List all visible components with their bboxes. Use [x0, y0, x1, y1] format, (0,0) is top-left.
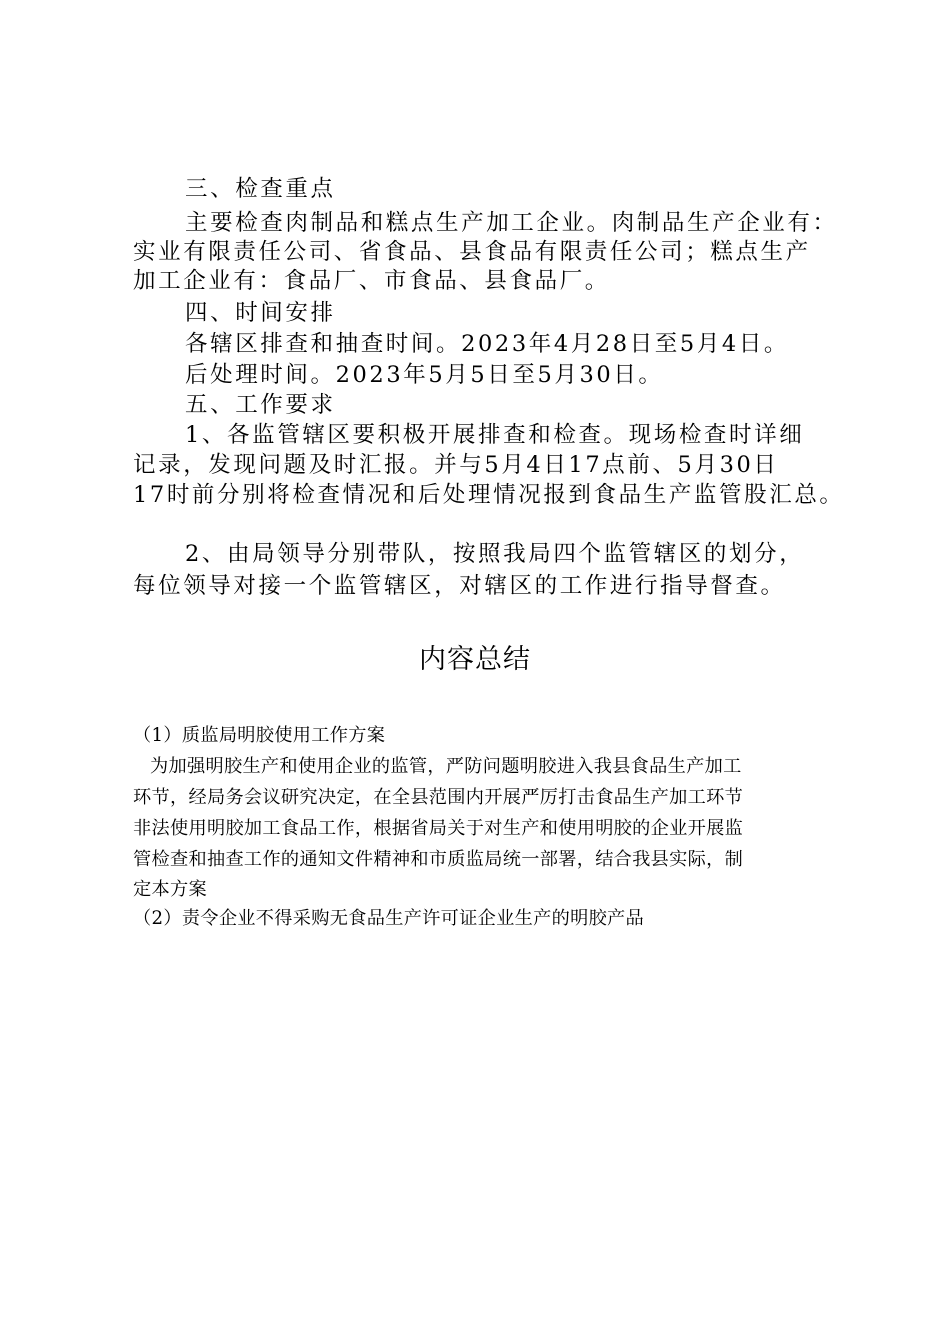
summary-paragraph-line: 环节，经局务会议研究决定，在全县范围内开展严厉打击食品生产加工环节 [133, 787, 744, 808]
summary-paragraph-line: 为加强明胶生产和使用企业的监管，严防问题明胶进入我县食品生产加工 [150, 756, 742, 777]
summary-paragraph-line: 定本方案 [133, 879, 207, 900]
summary-item-heading: （1）质监局明胶使用工作方案 [133, 725, 386, 746]
summary-item-heading: （2）责令企业不得采购无食品生产许可证企业生产的明胶产品 [133, 908, 645, 929]
body-paragraph-line: 每位领导对接一个监管辖区，对辖区的工作进行指导督查。 [133, 573, 786, 599]
summary-paragraph-line: 非法使用明胶加工食品工作，根据省局关于对生产和使用明胶的企业开展监 [133, 818, 744, 839]
body-paragraph-line: 实业有限责任公司、省食品、县食品有限责任公司；糕点生产 [133, 239, 811, 265]
body-paragraph-line: 1、各监管辖区要积极开展排查和检查。现场检查时详细 [185, 422, 805, 448]
body-paragraph-line: 主要检查肉制品和糕点生产加工企业。肉制品生产企业有： [185, 210, 838, 236]
body-paragraph-line: 记录，发现问题及时汇报。并与5月4日17点前、5月30日 [133, 452, 779, 478]
body-paragraph-line: 各辖区排查和抽查时间。2023年4月28日至5月4日。 [185, 331, 790, 357]
summary-title: 内容总结 [419, 644, 531, 675]
section-heading-inspection-focus: 三、检查重点 [185, 176, 336, 202]
body-paragraph-line: 17时前分别将检查情况和后处理情况报到食品生产监管股汇总。 [133, 482, 845, 508]
summary-paragraph-line: 管检查和抽查工作的通知文件精神和市质监局统一部署，结合我县实际，制 [133, 849, 744, 870]
body-paragraph-line: 加工企业有：食品厂、市食品、县食品厂。 [133, 268, 610, 294]
section-heading-schedule: 四、时间安排 [185, 300, 336, 326]
body-paragraph-line: 2、由局领导分别带队，按照我局四个监管辖区的划分， [185, 541, 805, 567]
body-paragraph-line: 后处理时间。2023年5月5日至5月30日。 [185, 362, 664, 388]
section-heading-requirements: 五、工作要求 [185, 392, 336, 418]
